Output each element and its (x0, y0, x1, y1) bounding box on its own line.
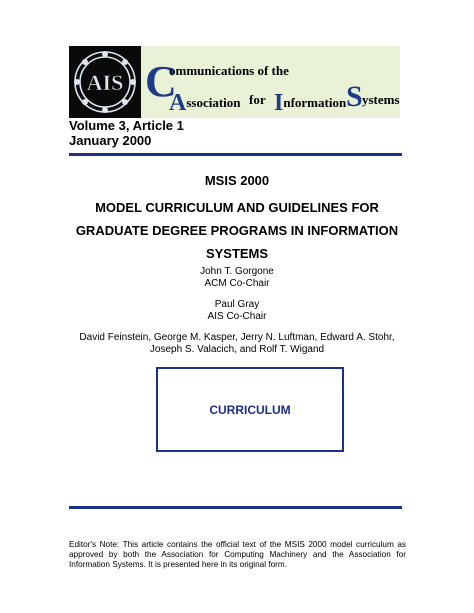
title-main: MSIS 2000 (204, 173, 270, 188)
volume-info (69, 118, 184, 148)
journal-name (141, 46, 400, 118)
top-divider (69, 153, 402, 156)
volume-line: Volume 3, Article 1 (69, 118, 184, 133)
author-1-role: ACM Co-Chair (204, 278, 270, 289)
date-line: January 2000 (69, 133, 152, 148)
other-authors-line-1: David Feinstein, George M. Kasper, Jerry N. Luftman, Edward A. Stohr, (79, 332, 395, 343)
author-2-name: Paul Gray (214, 299, 260, 310)
curriculum-label: CURRICULUM (209, 403, 291, 417)
ais-logo (69, 46, 141, 118)
logo-text: AIS (86, 70, 124, 95)
journal-word-communications: ommunications of the (169, 63, 289, 78)
journal-letter-s: S (346, 80, 363, 113)
journal-banner (69, 46, 400, 118)
journal-word-systems: ystems (362, 92, 400, 107)
author-2-role: AIS Co-Chair (207, 311, 267, 322)
editors-note: Editor's Note: This article contains the official text of the MSIS 2000 model curriculum as approved by both the Association for Computing Machinery and the Association for Information Systems. It is presented here in its original form. (69, 540, 406, 569)
author-2 (40, 299, 434, 323)
journal-letter-c: C (145, 57, 177, 106)
author-1-name: John T. Gorgone (200, 266, 274, 277)
journal-letter-i: Information (274, 90, 347, 116)
title-block (40, 196, 434, 265)
title-line-1: MODEL CURRICULUM AND GUIDELINES FOR (95, 200, 379, 215)
title-line-2: GRADUATE DEGREE PROGRAMS IN INFORMATION (75, 223, 399, 238)
title-line-3: SYSTEMS (205, 246, 269, 261)
ais-logo-icon (69, 46, 141, 118)
other-authors-line-2: Joseph S. Valacich, and Rolf T. Wigand (149, 344, 325, 355)
author-1 (40, 266, 434, 290)
journal-word-for: for (249, 92, 266, 107)
curriculum-box (156, 367, 344, 452)
journal-letter-a: Association (169, 90, 241, 116)
other-authors (40, 332, 434, 356)
bottom-divider (69, 506, 402, 509)
